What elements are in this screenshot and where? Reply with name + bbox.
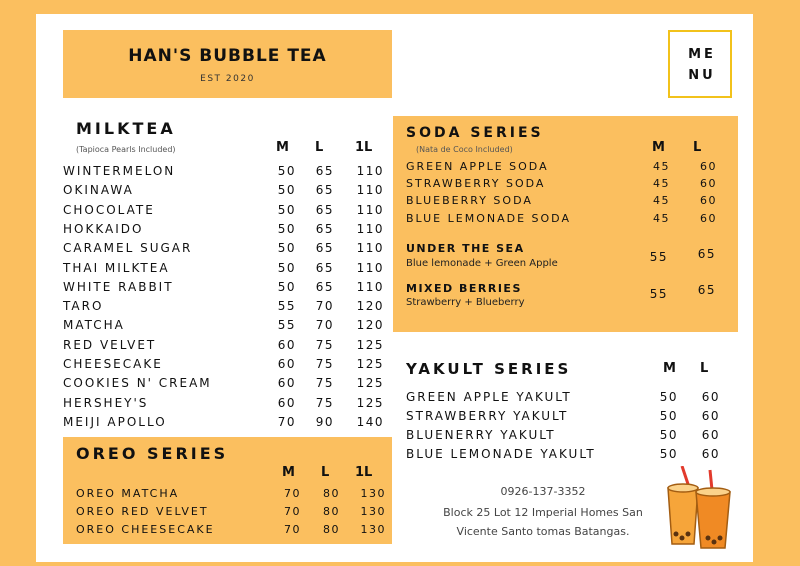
item-price-l: 80 [323,487,340,500]
item-price-l: 60 [700,194,717,208]
item-price-m: 60 [277,357,296,371]
item-price-xl: 140 [356,414,384,429]
oreo-heading: OREO SERIES [76,444,229,463]
item-name: MATCHA [63,318,125,333]
item-price-m: 70 [284,523,301,536]
item-price-xl: 130 [360,523,386,536]
item-name: BLUENERRY YAKULT [406,428,556,442]
special-price-l: 65 [697,283,716,297]
soda-note: (Nata de Coco Included) [416,145,513,154]
menu-badge-line2: NU [688,68,716,83]
item-name: HOKKAIDO [63,221,144,236]
item-price-m: 45 [653,177,670,191]
special-desc: Blue lemonade + Green Apple [406,258,558,269]
item-price-xl: 110 [356,241,384,256]
item-price-l: 65 [315,164,334,178]
item-price-xl: 110 [356,183,384,198]
milktea-note: (Tapioca Pearls Included) [76,145,176,154]
phone-number: 0926-137-3352 [500,485,586,498]
item-price-m: 50 [277,202,296,217]
item-price-l: 60 [701,409,720,423]
item-name: OKINAWA [63,183,134,198]
item-price-l: 60 [700,177,717,191]
milktea-col-l: L [315,140,324,155]
item-price-xl: 120 [356,318,384,333]
soda-heading: SODA SERIES [406,125,544,141]
item-price-m: 50 [659,390,678,404]
menu-badge [668,30,732,98]
item-price-xl: 120 [356,299,384,314]
item-price-xl: 125 [356,376,384,391]
item-price-m: 70 [284,487,301,500]
item-name: CARAMEL SUGAR [63,241,193,256]
oreo-col-m: M [282,465,295,480]
item-name: WHITE RABBIT [63,279,174,294]
item-price-xl: 110 [356,279,384,294]
item-price-m: 50 [277,241,296,256]
item-name: BLUE LEMONADE SODA [406,211,571,225]
address-line1: Block 25 Lot 12 Imperial Homes San [443,506,643,519]
special-name: UNDER THE SEA [406,242,525,255]
item-name: RED VELVET [63,337,157,352]
yakult-heading: YAKULT SERIES [406,360,572,378]
oreo-col-l: L [321,465,330,480]
item-price-m: 70 [277,414,296,429]
item-name: CHEESECAKE [63,357,163,371]
special-desc: Strawberry + Blueberry [406,297,525,308]
item-price-m: 50 [659,428,678,442]
item-name: GREEN APPLE SODA [406,160,549,173]
item-price-l: 60 [700,160,717,173]
item-price-l: 80 [323,505,340,518]
item-name: STRAWBERRY SODA [406,177,546,191]
item-name: WINTERMELON [63,164,176,178]
item-name: OREO MATCHA [76,487,180,500]
item-price-xl: 110 [356,221,384,236]
item-price-l: 90 [315,414,334,429]
item-name: OREO CHEESECAKE [76,523,215,536]
item-price-m: 60 [277,376,296,391]
item-price-xl: 125 [356,395,384,410]
item-price-l: 65 [315,241,334,256]
special-price-m: 55 [649,287,668,301]
milktea-col-m: M [276,140,289,155]
yakult-col-l: L [700,361,709,376]
item-name: STRAWBERRY YAKULT [406,409,569,423]
item-price-m: 55 [277,318,296,333]
item-price-l: 65 [315,183,334,198]
item-price-m: 50 [277,183,296,198]
item-price-xl: 130 [360,505,386,518]
item-price-l: 60 [701,390,720,404]
oreo-col-1l: 1L [355,465,373,480]
item-price-m: 50 [659,447,678,461]
item-price-l: 60 [701,428,720,442]
item-price-l: 80 [323,523,340,536]
item-price-l: 65 [315,202,334,217]
item-price-xl: 110 [356,260,384,275]
item-price-xl: 125 [356,337,384,352]
item-name: THAI MILKTEA [63,260,170,275]
item-price-m: 45 [653,194,670,208]
special-name: MIXED BERRIES [406,282,522,295]
item-price-l: 75 [315,357,334,371]
item-price-l: 65 [315,221,334,236]
item-price-l: 65 [315,260,334,275]
milktea-col-1l: 1L [355,140,373,155]
milktea-heading: MILKTEA [76,119,176,138]
item-price-m: 50 [277,279,296,294]
item-price-m: 45 [653,211,670,225]
item-price-m: 60 [277,337,296,352]
special-price-m: 55 [649,250,668,264]
item-name: MEIJI APOLLO [63,414,167,429]
item-name: GREEN APPLE YAKULT [406,390,572,404]
item-price-xl: 110 [356,202,384,217]
item-price-m: 60 [277,395,296,410]
item-name: BLUE LEMONADE YAKULT [406,447,596,461]
bubble-tea-cups-icon [660,466,744,550]
item-price-m: 50 [277,164,296,178]
item-price-m: 55 [277,299,296,314]
item-name: HERSHEY'S [63,395,149,410]
special-price-l: 65 [697,247,716,261]
item-name: COOKIES N' CREAM [63,376,212,391]
item-price-m: 70 [284,505,301,518]
soda-col-m: M [652,140,665,155]
item-name: TARO [63,299,104,314]
item-price-l: 70 [315,299,334,314]
item-price-l: 60 [701,447,720,461]
menu-badge-line1: ME [688,47,716,62]
item-price-l: 70 [315,318,334,333]
item-price-l: 75 [315,376,334,391]
item-price-l: 65 [315,279,334,294]
soda-col-l: L [693,140,702,155]
item-price-l: 60 [700,211,717,225]
shop-name: HAN'S BUBBLE TEA [128,46,327,66]
item-name: OREO RED VELVET [76,505,209,518]
item-price-m: 45 [653,160,670,173]
item-price-l: 75 [315,337,334,352]
item-price-m: 50 [277,221,296,236]
item-price-xl: 130 [360,487,386,500]
item-price-m: 50 [659,409,678,423]
item-name: CHOCOLATE [63,202,155,217]
yakult-col-m: M [663,361,676,376]
item-name: BLUEBERRY SODA [406,194,533,208]
established-text: EST 2020 [200,74,255,84]
item-price-xl: 110 [356,164,384,178]
item-price-l: 75 [315,395,334,410]
address-line2: Vicente Santo tomas Batangas. [456,525,630,538]
item-price-m: 50 [277,260,296,275]
item-price-xl: 125 [356,357,384,371]
